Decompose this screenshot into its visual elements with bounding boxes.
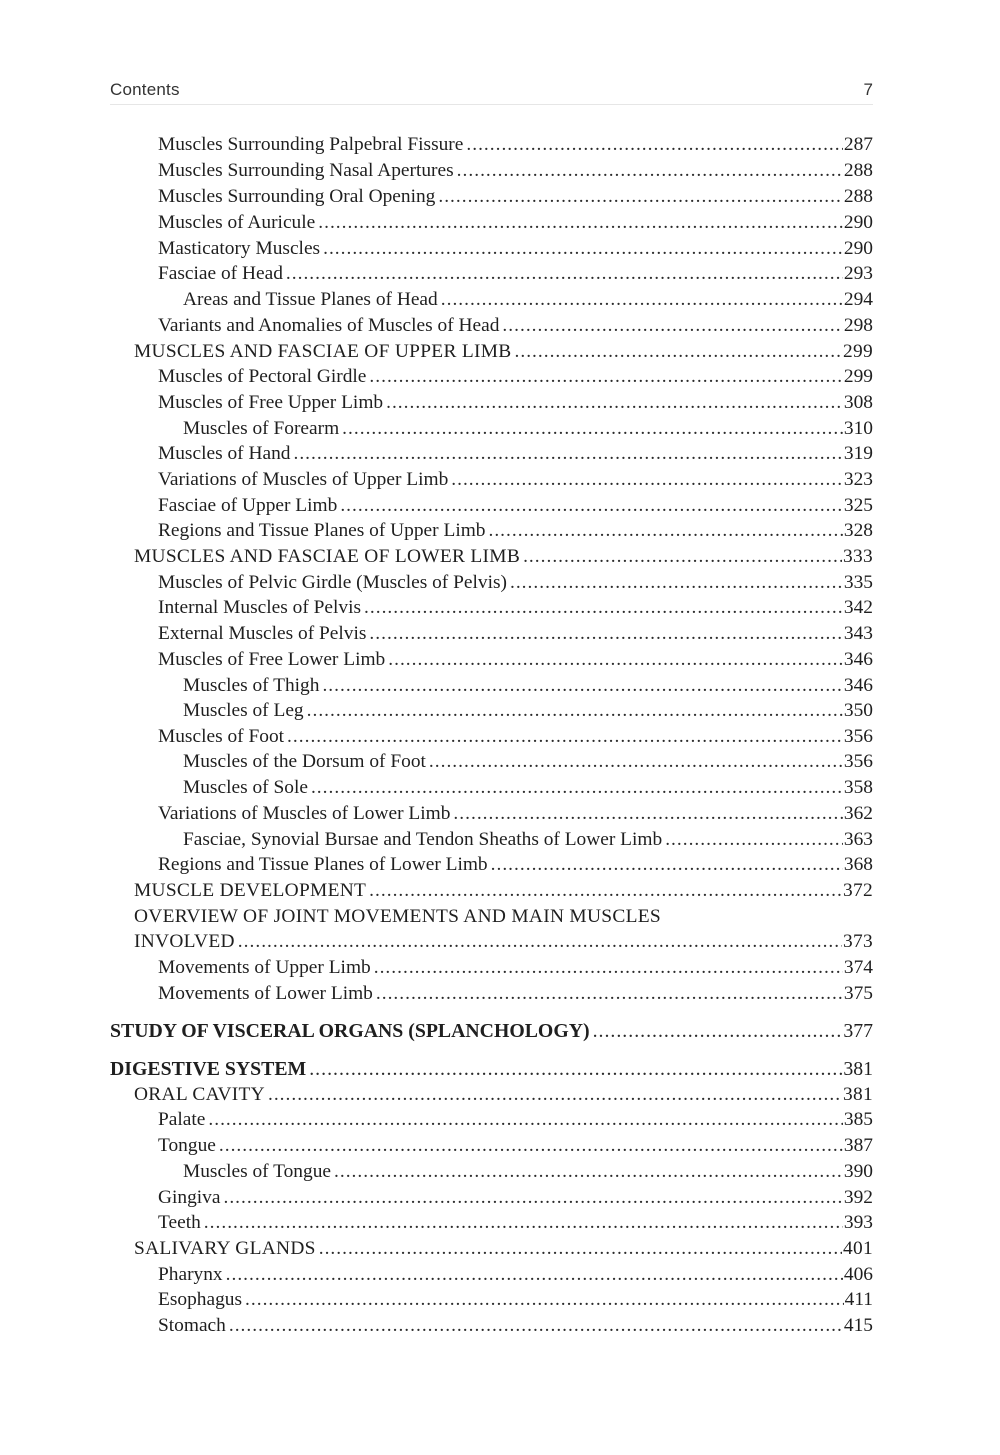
toc-entry[interactable]: Muscles of Pelvic Girdle (Muscles of Pelvis) ..... 335	[158, 570, 873, 596]
toc-entry[interactable]: Regions and Tissue Planes of Lower Limb ..... 368	[158, 852, 873, 878]
toc-entry[interactable]: Fasciae of Head ..... 293	[158, 261, 873, 287]
toc-entry[interactable]: OVERVIEW OF JOINT MOVEMENTS AND MAIN MUSCLES	[134, 906, 661, 927]
toc-entry[interactable]: Variations of Muscles of Upper Limb ..... 323	[158, 467, 873, 493]
toc-entry[interactable]: Regions and Tissue Planes of Upper Limb ..... 328	[158, 518, 873, 544]
toc-entry[interactable]: Muscles of Thigh ..... 346	[183, 673, 873, 699]
page-number: 7	[863, 80, 873, 99]
running-header	[110, 80, 873, 105]
toc-entry[interactable]: Fasciae of Upper Limb ..... 325	[158, 493, 873, 519]
toc-entry[interactable]: Muscles of Free Upper Limb ..... 308	[158, 390, 873, 416]
toc-entry[interactable]: Muscles Surrounding Nasal Apertures ..... 288	[158, 158, 873, 184]
toc-entry[interactable]: Muscles of Tongue ..... 390	[183, 1159, 873, 1185]
toc-entry[interactable]: MUSCLE DEVELOPMENT ..... 372	[134, 878, 873, 904]
toc-entry[interactable]: Muscles of Forearm ..... 310	[183, 416, 873, 442]
toc-entry[interactable]: Muscles of Hand ..... 319	[158, 441, 873, 467]
toc-entry[interactable]: SALIVARY GLANDS ..... 401	[134, 1236, 873, 1262]
toc-entry[interactable]: Muscles of the Dorsum of Foot ..... 356	[183, 749, 873, 775]
toc-entry[interactable]: Muscles Surrounding Oral Opening ..... 288	[158, 184, 873, 210]
toc-entry[interactable]: ORAL CAVITY ..... 381	[134, 1082, 873, 1108]
toc-entry[interactable]: Movements of Lower Limb ..... 375	[158, 981, 873, 1007]
toc-entry[interactable]: Muscles of Auricule ..... 290	[158, 210, 873, 236]
toc-entry[interactable]: Movements of Upper Limb ..... 374	[158, 955, 873, 981]
toc-entry[interactable]: Teeth ..... 393	[158, 1210, 873, 1236]
toc-entry[interactable]: INVOLVED ..... 373	[134, 929, 873, 955]
toc-chapter-heading[interactable]: DIGESTIVE SYSTEM ..... 381	[110, 1056, 873, 1082]
toc-entry[interactable]: Stomach ..... 415	[158, 1313, 873, 1339]
toc-entry[interactable]: Muscles of Leg ..... 350	[183, 698, 873, 724]
toc-entry[interactable]: Variations of Muscles of Lower Limb ..... 362	[158, 801, 873, 827]
toc-entry[interactable]: MUSCLES AND FASCIAE OF LOWER LIMB ..... 333	[134, 544, 873, 570]
toc-entry[interactable]: Fasciae, Synovial Bursae and Tendon Sheaths of Lower Limb ..... 363	[183, 827, 873, 853]
toc-entry[interactable]: Areas and Tissue Planes of Head ..... 294	[183, 287, 873, 313]
toc-entry[interactable]: Esophagus ..... 411	[158, 1287, 873, 1313]
toc-entry[interactable]: External Muscles of Pelvis ..... 343	[158, 621, 873, 647]
toc-entry[interactable]: Pharynx ..... 406	[158, 1262, 873, 1288]
toc-entry[interactable]: MUSCLES AND FASCIAE OF UPPER LIMB ..... 299	[134, 339, 873, 365]
toc-entry[interactable]: Muscles of Pectoral Girdle ..... 299	[158, 364, 873, 390]
toc-entry[interactable]: Muscles of Sole ..... 358	[183, 775, 873, 801]
toc-entry[interactable]: Gingiva ..... 392	[158, 1185, 873, 1211]
toc-entry[interactable]: Muscles Surrounding Palpebral Fissure ..... 287	[158, 132, 873, 158]
toc-entry[interactable]: Muscles of Foot ..... 356	[158, 724, 873, 750]
toc-entry[interactable]: Internal Muscles of Pelvis ..... 342	[158, 595, 873, 621]
toc-entry[interactable]: Muscles of Free Lower Limb ..... 346	[158, 647, 873, 673]
toc-entry[interactable]: Variants and Anomalies of Muscles of Head ..... 298	[158, 313, 873, 339]
toc-entry[interactable]: Palate ..... 385	[158, 1107, 873, 1133]
running-head-title: Contents	[110, 80, 180, 99]
toc-part-heading[interactable]: STUDY OF VISCERAL ORGANS (SPLANCHOLOGY) ..... 377	[110, 1018, 873, 1044]
toc-entry[interactable]: Tongue ..... 387	[158, 1133, 873, 1159]
toc-entry[interactable]: Masticatory Muscles ..... 290	[158, 236, 873, 262]
